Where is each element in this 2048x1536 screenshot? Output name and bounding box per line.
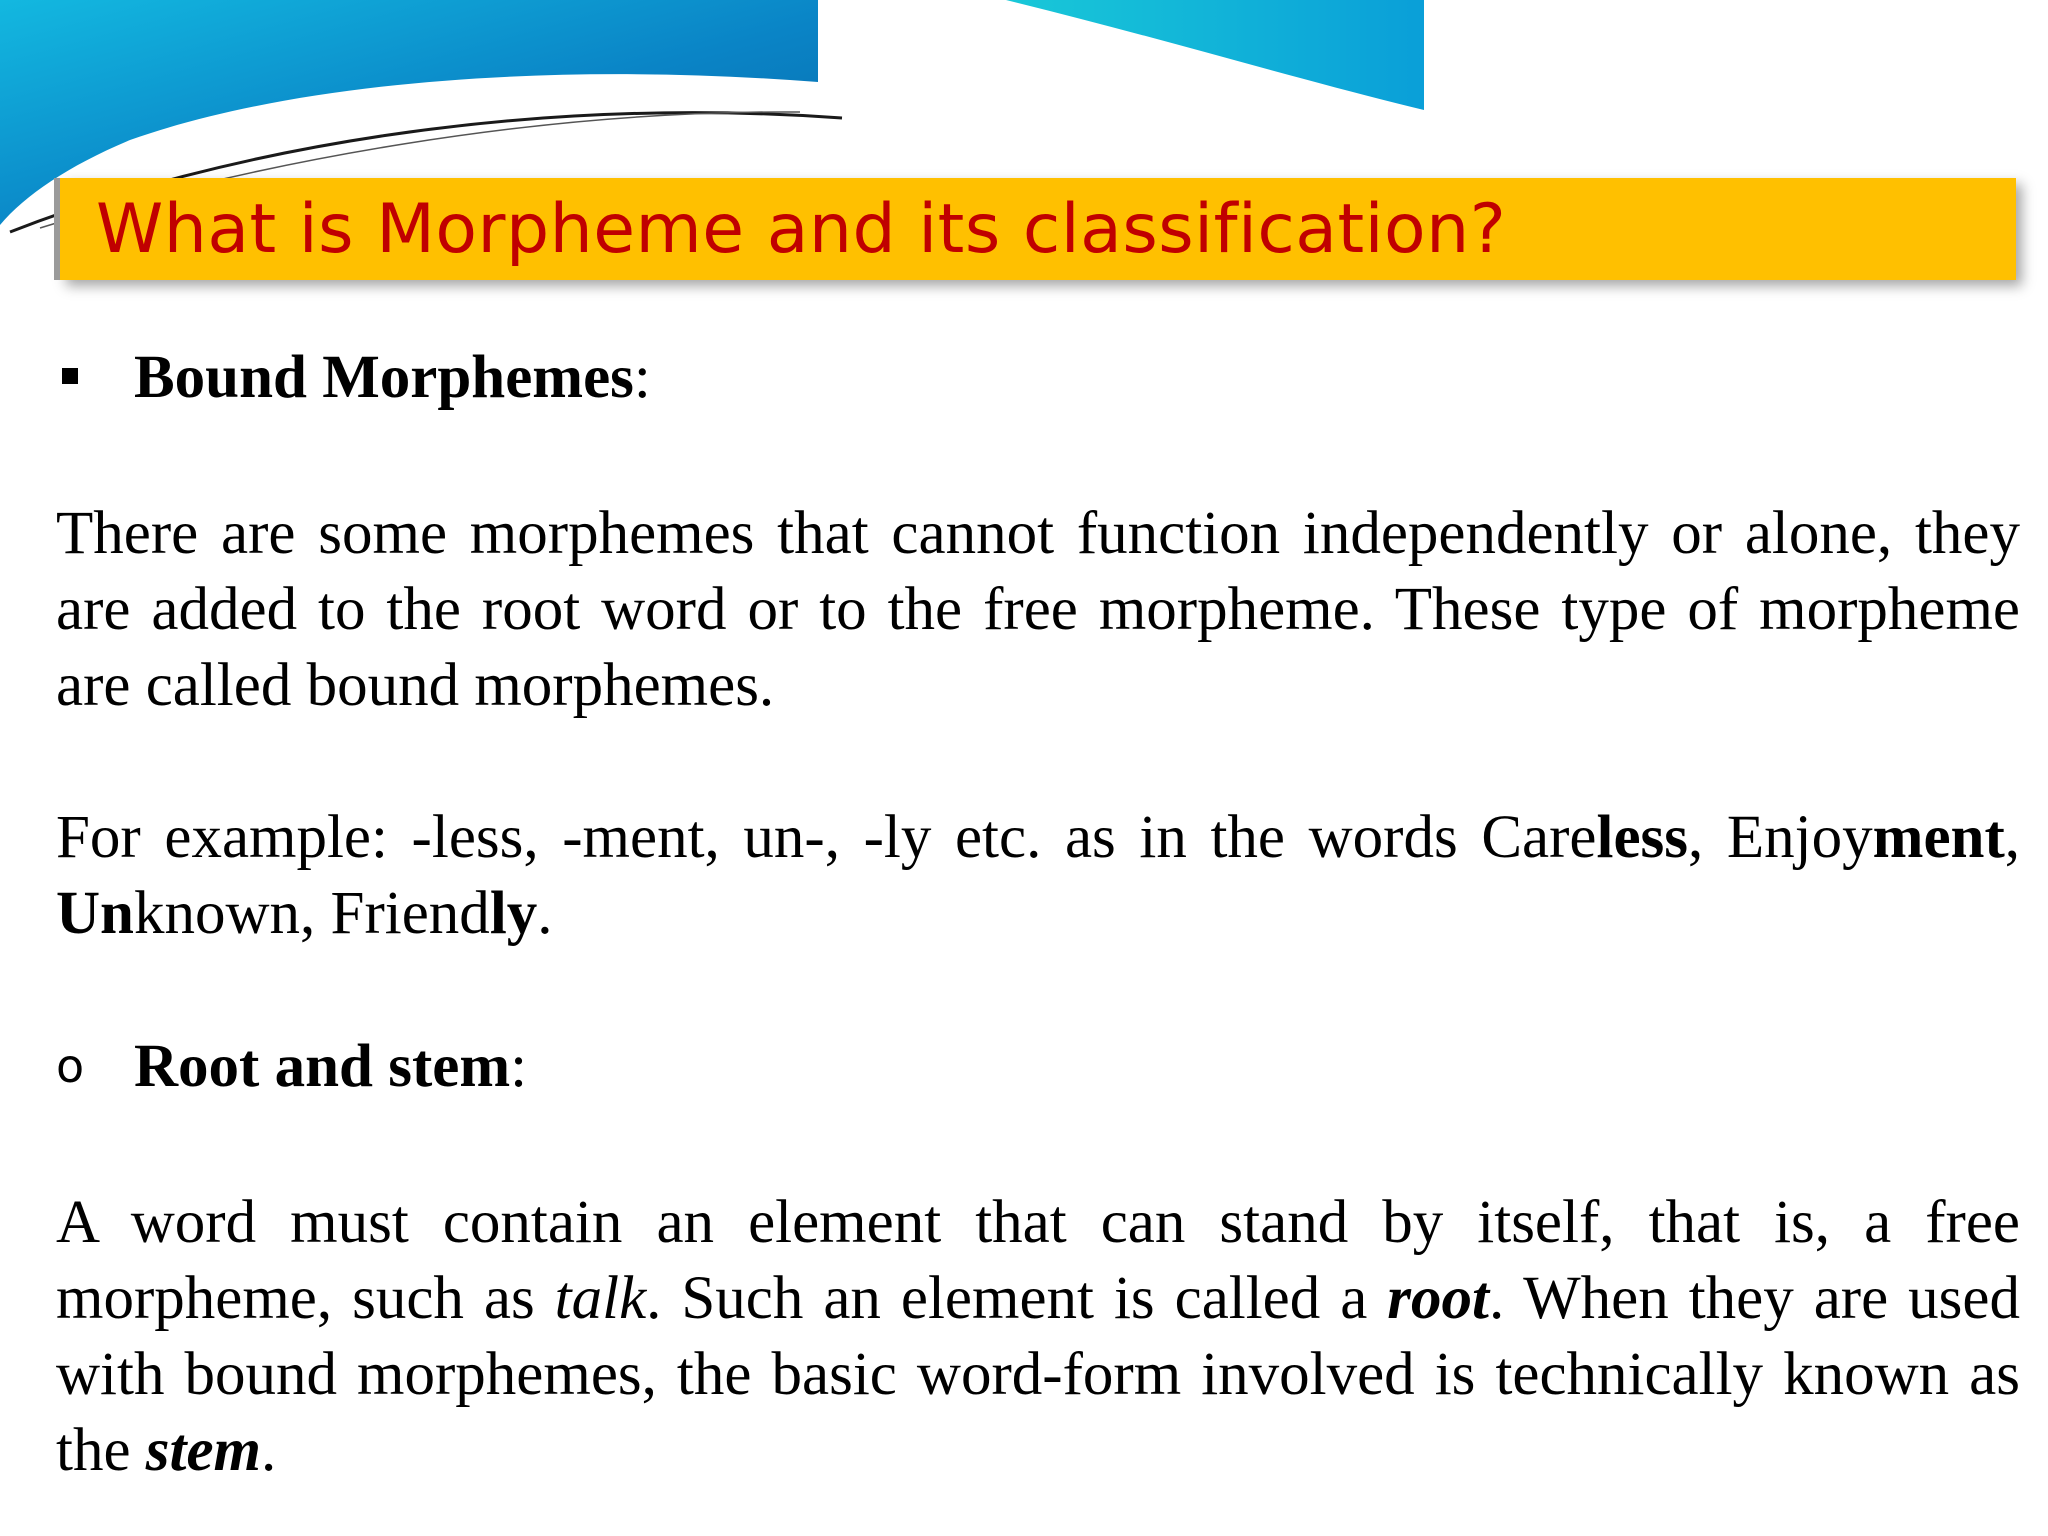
- circle-bullet-icon: o: [56, 1039, 85, 1093]
- bound-heading-text: Bound Morphemes: [134, 344, 634, 411]
- title-bar: [60, 178, 2016, 280]
- slide-content: [56, 340, 2020, 1489]
- root-stem-heading: o Root and stem:: [56, 1028, 2020, 1105]
- root-heading-text: Root and stem: [134, 1032, 511, 1100]
- example-word: Enjoyment,: [1726, 804, 2021, 871]
- root-stem-definition: A word must contain an element that can stand by itself, that is, a free morpheme, such as talk. Such an element is called a root. When they are used with bound morphemes, the basic word-form involved is technically known as the stem.: [56, 1189, 2020, 1484]
- example-word: Friendly.: [330, 880, 553, 947]
- cyan-wave-shape: [1006, 0, 1424, 110]
- bound-definition: There are some morphemes that cannot function independently or alone, they are added to the root word or to the free morpheme. These type of morpheme are called bound morphemes.: [56, 500, 2020, 719]
- example-word: Careless,: [1481, 804, 1727, 871]
- term-root: root: [1387, 1265, 1489, 1332]
- example-word: Unknown,: [56, 880, 331, 947]
- bound-morphemes-heading: Bound Morphemes:: [56, 340, 2020, 416]
- bound-examples: For example: -less, -ment, un-, -ly etc. as in the words Careless, Enjoyment, Unknown, Friendly.: [56, 804, 2021, 947]
- term-talk: talk: [554, 1265, 647, 1332]
- slide-title: What is Morpheme and its classification?: [96, 189, 1507, 269]
- square-bullet-icon: [56, 340, 134, 416]
- term-stem: stem: [145, 1417, 261, 1484]
